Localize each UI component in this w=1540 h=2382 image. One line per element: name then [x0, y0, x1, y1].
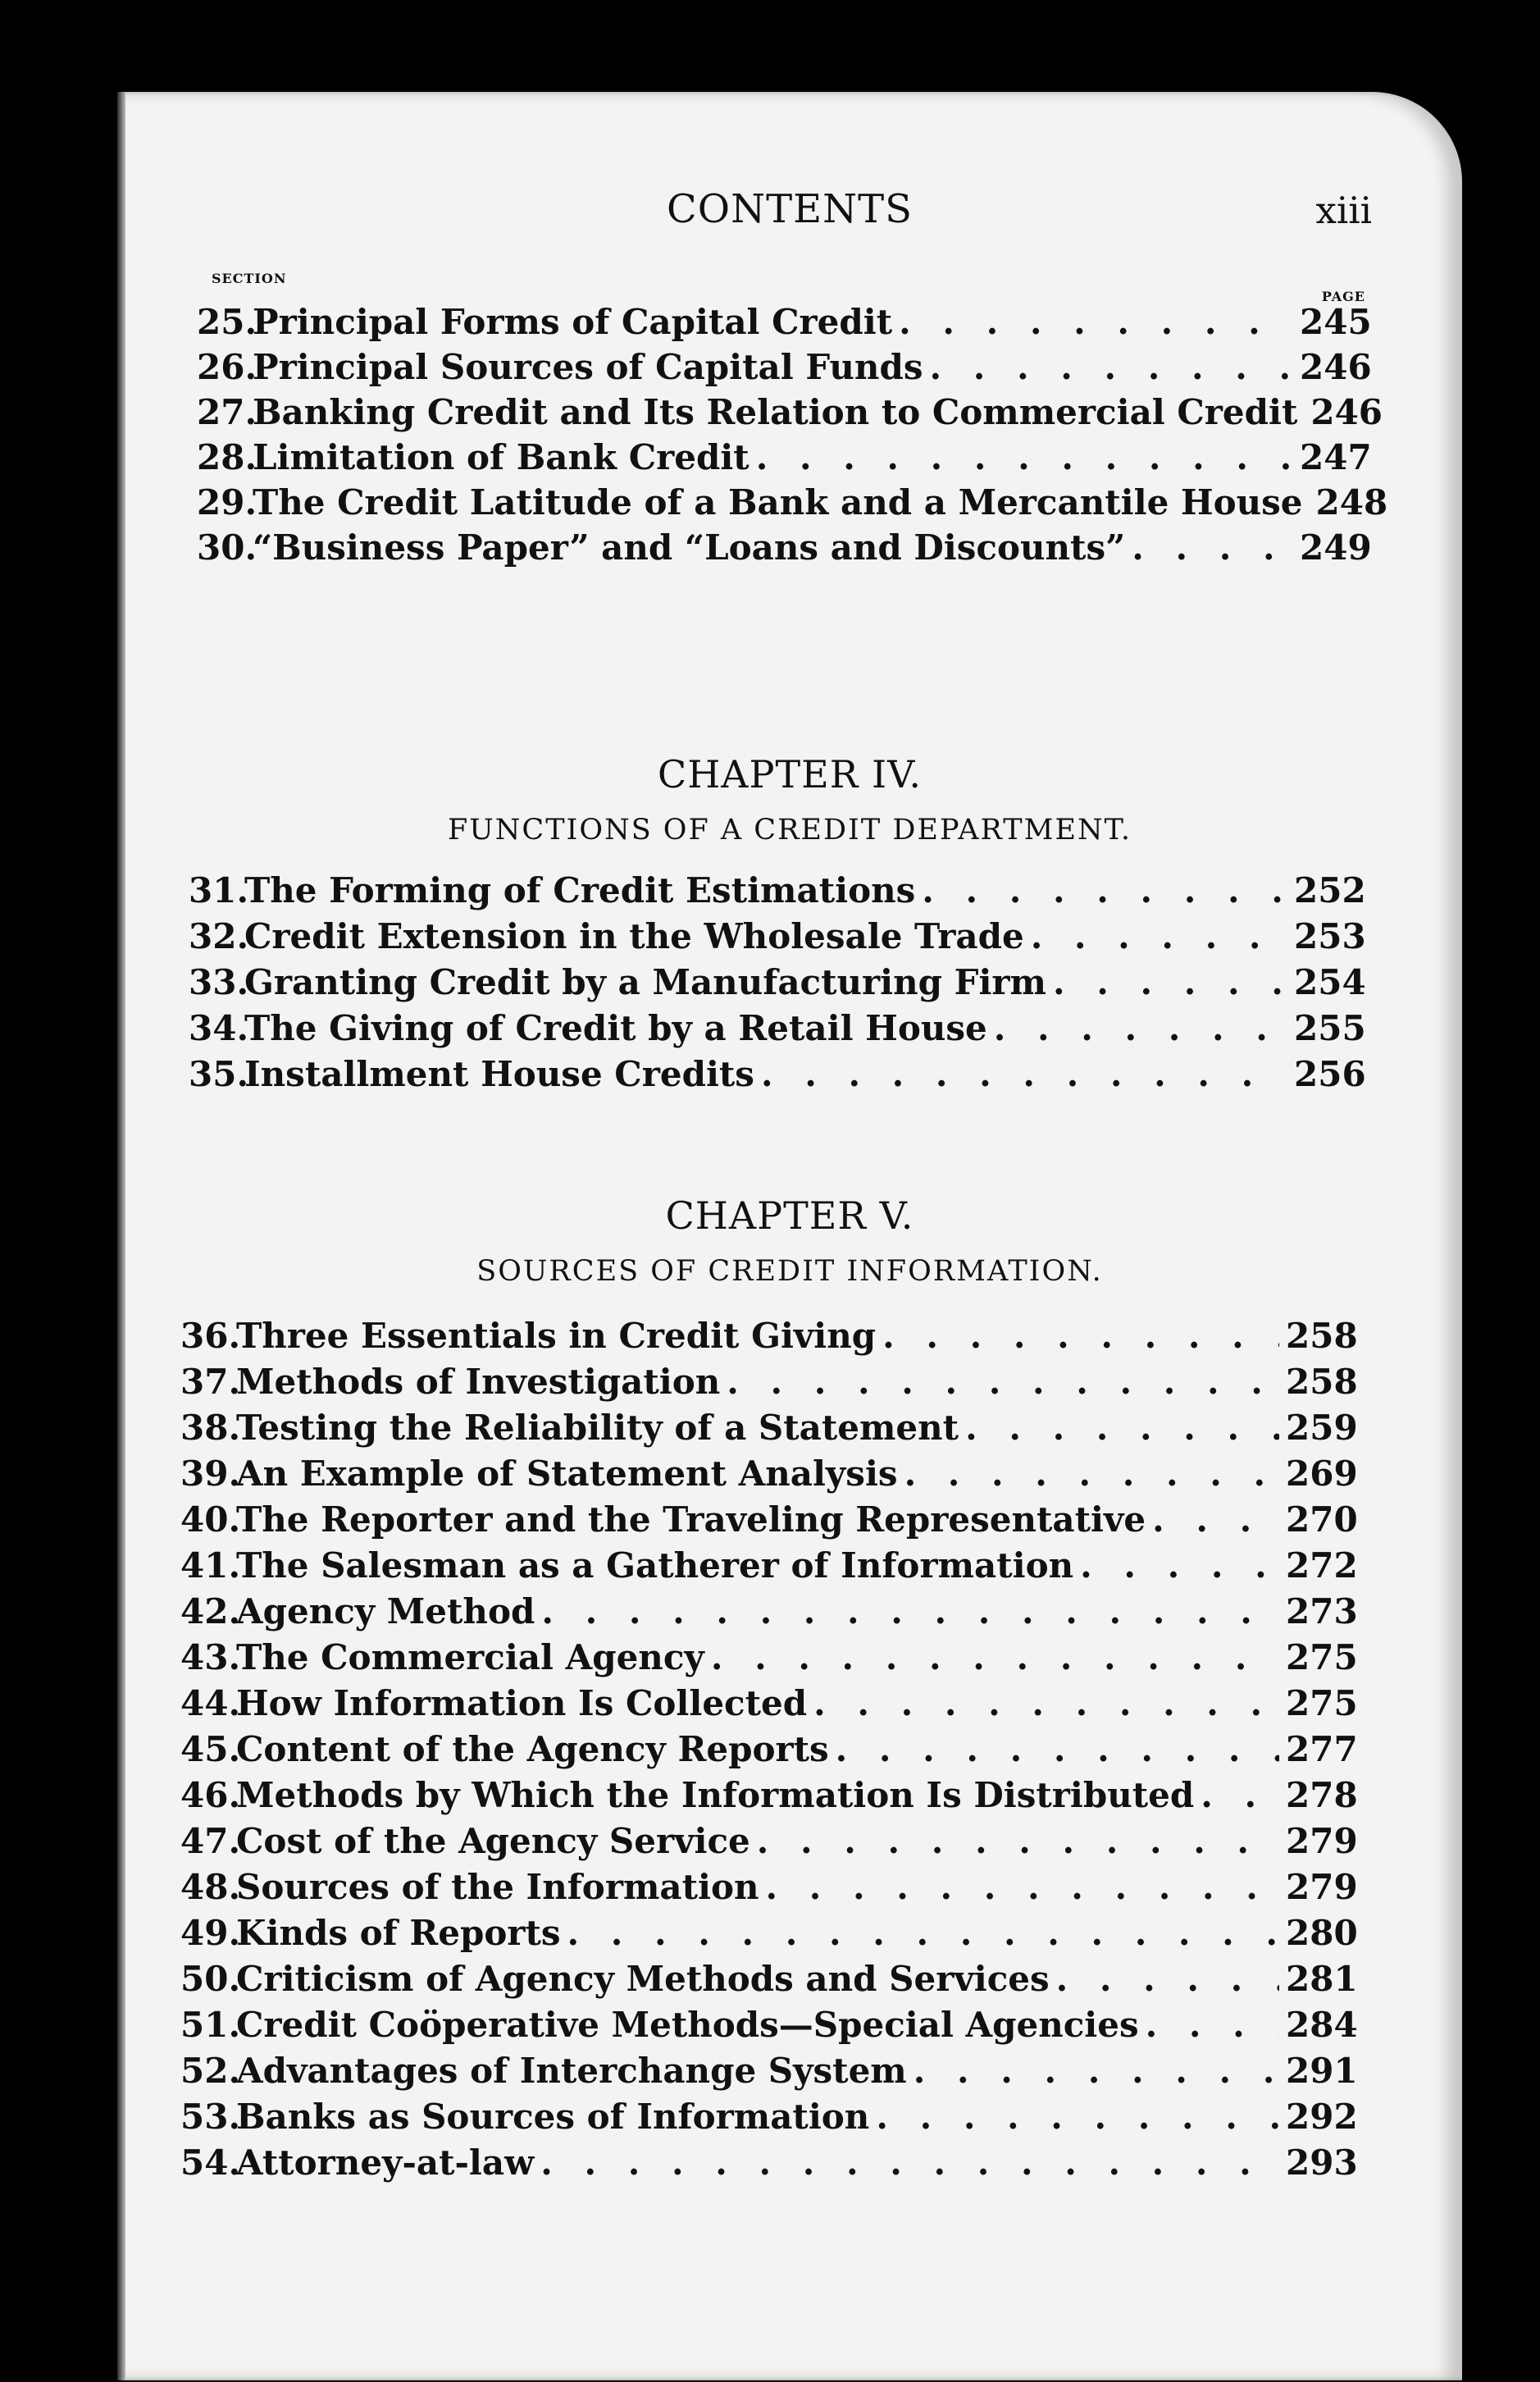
page-ref: 248 [1315, 482, 1388, 522]
section-number: 52. [180, 2051, 241, 2091]
section-title: Principal Forms of Capital Credit [253, 302, 893, 342]
toc-row [189, 1008, 1366, 1048]
dot-leader [882, 1316, 1279, 1356]
section-title: Attorney-at-law [236, 2142, 535, 2183]
section-number: 30. [197, 527, 257, 568]
dot-leader [1201, 1776, 1279, 1815]
section-title: Methods by Which the Information Is Distributed [236, 1775, 1195, 1815]
page-column-label: PAGE [1321, 289, 1365, 304]
toc-row [180, 1913, 1358, 1953]
dot-leader [899, 303, 1293, 342]
page-ref: 258 [1286, 1362, 1358, 1402]
page-ref: 279 [1286, 1821, 1358, 1861]
toc-row [180, 2051, 1358, 2091]
toc-row [180, 1453, 1358, 1494]
section-number: 33. [189, 962, 249, 1002]
page-ref: 293 [1286, 2142, 1358, 2183]
page-ref: 292 [1286, 2097, 1358, 2137]
dot-leader [922, 871, 1287, 910]
chapter-subtitle: FUNCTIONS OF A CREDIT DEPARTMENT. [448, 814, 1132, 846]
section-title: Limitation of Bank Credit [253, 437, 749, 477]
section-title: Criticism of Agency Methods and Services [236, 1959, 1050, 1999]
dot-leader [1132, 528, 1293, 568]
section-number: 45. [180, 1729, 241, 1769]
toc-row [189, 1054, 1366, 1094]
section-number: 34. [189, 1008, 249, 1048]
toc-row [180, 1637, 1358, 1677]
section-title: The Commercial Agency [236, 1637, 704, 1677]
section-number: 43. [180, 1637, 241, 1677]
section-title: Credit Extension in the Wholesale Trade [244, 916, 1024, 956]
section-title: Credit Coöperative Methods—Special Agencies [236, 2005, 1139, 2045]
dot-leader [876, 2097, 1279, 2137]
section-number: 29. [197, 482, 257, 522]
section-number: 49. [180, 1913, 241, 1953]
section-title: Granting Credit by a Manufacturing Firm [244, 962, 1046, 1002]
section-title: Testing the Reliability of a Statement [236, 1408, 959, 1448]
page-ref: 255 [1294, 1008, 1366, 1048]
section-number: 27. [197, 392, 257, 432]
toc-row [180, 2142, 1358, 2183]
toc-row [180, 1729, 1358, 1769]
dot-leader [965, 1408, 1279, 1448]
dot-leader [914, 2051, 1279, 2091]
dot-leader [929, 348, 1293, 387]
section-title: An Example of Statement Analysis [236, 1453, 898, 1494]
section-number: 44. [180, 1683, 241, 1723]
dot-leader [766, 1868, 1279, 1907]
section-number: 39. [180, 1453, 241, 1494]
page-ref: 280 [1286, 1913, 1358, 1953]
section-column-label: SECTION [212, 271, 287, 286]
toc-row [180, 1408, 1358, 1448]
dot-leader [904, 1454, 1279, 1494]
section-title: The Credit Latitude of a Bank and a Mercantile House [253, 482, 1303, 522]
toc-row [180, 2097, 1358, 2137]
page-ref: 245 [1300, 302, 1372, 342]
page-ref: 275 [1286, 1683, 1358, 1723]
toc-row [189, 870, 1366, 910]
toc-row [197, 482, 1388, 522]
dot-leader [567, 1914, 1279, 1953]
dot-leader [994, 1009, 1287, 1048]
page-ref: 249 [1300, 527, 1372, 568]
section-title: Three Essentials in Credit Giving [236, 1316, 877, 1356]
section-title: How Information Is Collected [236, 1683, 808, 1723]
section-number: 32. [189, 916, 249, 956]
dot-leader [1031, 917, 1287, 956]
toc-row [180, 2005, 1358, 2045]
section-title: The Forming of Credit Estimations [244, 870, 916, 910]
chapter-heading: CHAPTER V. [665, 1193, 914, 1238]
toc-row [180, 1545, 1358, 1586]
section-number: 41. [180, 1545, 241, 1586]
section-title: Installment House Credits [244, 1054, 754, 1094]
page-ref: 281 [1286, 1959, 1358, 1999]
section-title: “Business Paper” and “Loans and Discounts” [253, 527, 1126, 568]
section-number: 47. [180, 1821, 241, 1861]
page-ref: 253 [1294, 916, 1366, 956]
section-title: The Giving of Credit by a Retail House [244, 1008, 987, 1048]
dot-leader [1053, 963, 1287, 1002]
section-title: Sources of the Information [236, 1867, 759, 1907]
dot-leader [836, 1730, 1279, 1769]
section-number: 25. [197, 302, 257, 342]
dot-leader [540, 2143, 1279, 2183]
section-title: Advantages of Interchange System [236, 2051, 907, 2091]
section-title: The Salesman as a Gatherer of Information [236, 1545, 1074, 1586]
page-ref: 279 [1286, 1867, 1358, 1907]
toc-row [197, 347, 1372, 387]
toc-row [180, 1316, 1358, 1356]
dot-leader [1056, 1960, 1279, 1999]
page-title: CONTENTS [666, 186, 914, 232]
toc-row [180, 1362, 1358, 1402]
page-ref: 258 [1286, 1316, 1358, 1356]
section-title: Content of the Agency Reports [236, 1729, 829, 1769]
section-title: Kinds of Reports [236, 1913, 561, 1953]
toc-row [180, 1683, 1358, 1723]
page-ref: 252 [1294, 870, 1366, 910]
page-ref: 269 [1286, 1453, 1358, 1494]
section-title: Cost of the Agency Service [236, 1821, 750, 1861]
page-ref: 246 [1310, 392, 1383, 432]
section-number: 36. [180, 1316, 241, 1356]
dot-leader [756, 438, 1293, 477]
page-ref: 256 [1294, 1054, 1366, 1094]
section-number: 28. [197, 437, 257, 477]
toc-row [180, 1775, 1358, 1815]
section-number: 40. [180, 1499, 241, 1540]
dot-leader [813, 1684, 1279, 1723]
page-ref: 272 [1286, 1545, 1358, 1586]
page-ref: 277 [1286, 1729, 1358, 1769]
chapter-heading: CHAPTER IV. [658, 752, 922, 796]
dot-leader [541, 1592, 1279, 1631]
section-number: 53. [180, 2097, 241, 2137]
dot-leader [727, 1362, 1279, 1402]
dot-leader [1152, 1500, 1279, 1540]
toc-row [180, 1867, 1358, 1907]
toc-row [180, 1499, 1358, 1540]
page-ref: 270 [1286, 1499, 1358, 1540]
book-page [117, 92, 1462, 2380]
section-number: 46. [180, 1775, 241, 1815]
section-number: 38. [180, 1408, 241, 1448]
page-ref: 259 [1286, 1408, 1358, 1448]
dot-leader [757, 1822, 1279, 1861]
section-title: Principal Sources of Capital Funds [253, 347, 923, 387]
toc-row [180, 1591, 1358, 1631]
toc-row [189, 916, 1366, 956]
dot-leader [1146, 2006, 1279, 2045]
section-number: 35. [189, 1054, 249, 1094]
toc-row [180, 1821, 1358, 1861]
page-ref: 247 [1300, 437, 1372, 477]
dot-leader [1080, 1546, 1279, 1586]
section-title: Methods of Investigation [236, 1362, 721, 1402]
page-ref: 254 [1294, 962, 1366, 1002]
section-number: 37. [180, 1362, 241, 1402]
page-ref: 291 [1286, 2051, 1358, 2091]
dot-leader [761, 1055, 1287, 1094]
section-title: Agency Method [236, 1591, 535, 1631]
toc-row [197, 437, 1372, 477]
page-ref: 273 [1286, 1591, 1358, 1631]
page-ref: 278 [1286, 1775, 1358, 1815]
page-ref: 246 [1300, 347, 1372, 387]
section-number: 54. [180, 2142, 241, 2183]
toc-row [197, 392, 1383, 432]
page-number: xiii [1315, 189, 1372, 232]
section-number: 51. [180, 2005, 241, 2045]
chapter-subtitle: SOURCES OF CREDIT INFORMATION. [476, 1255, 1103, 1288]
section-number: 48. [180, 1867, 241, 1907]
section-number: 50. [180, 1959, 241, 1999]
section-title: The Reporter and the Traveling Representative [236, 1499, 1146, 1540]
section-title: Banking Credit and Its Relation to Commercial Credit [253, 392, 1298, 432]
page-ref: 284 [1286, 2005, 1358, 2045]
section-number: 26. [197, 347, 257, 387]
section-number: 42. [180, 1591, 241, 1631]
dot-leader [711, 1638, 1279, 1677]
section-title: Banks as Sources of Information [236, 2097, 870, 2137]
page-ref: 275 [1286, 1637, 1358, 1677]
toc-row [180, 1959, 1358, 1999]
toc-row [197, 302, 1372, 342]
toc-row [197, 527, 1372, 568]
toc-row [189, 962, 1366, 1002]
section-number: 31. [189, 870, 249, 910]
